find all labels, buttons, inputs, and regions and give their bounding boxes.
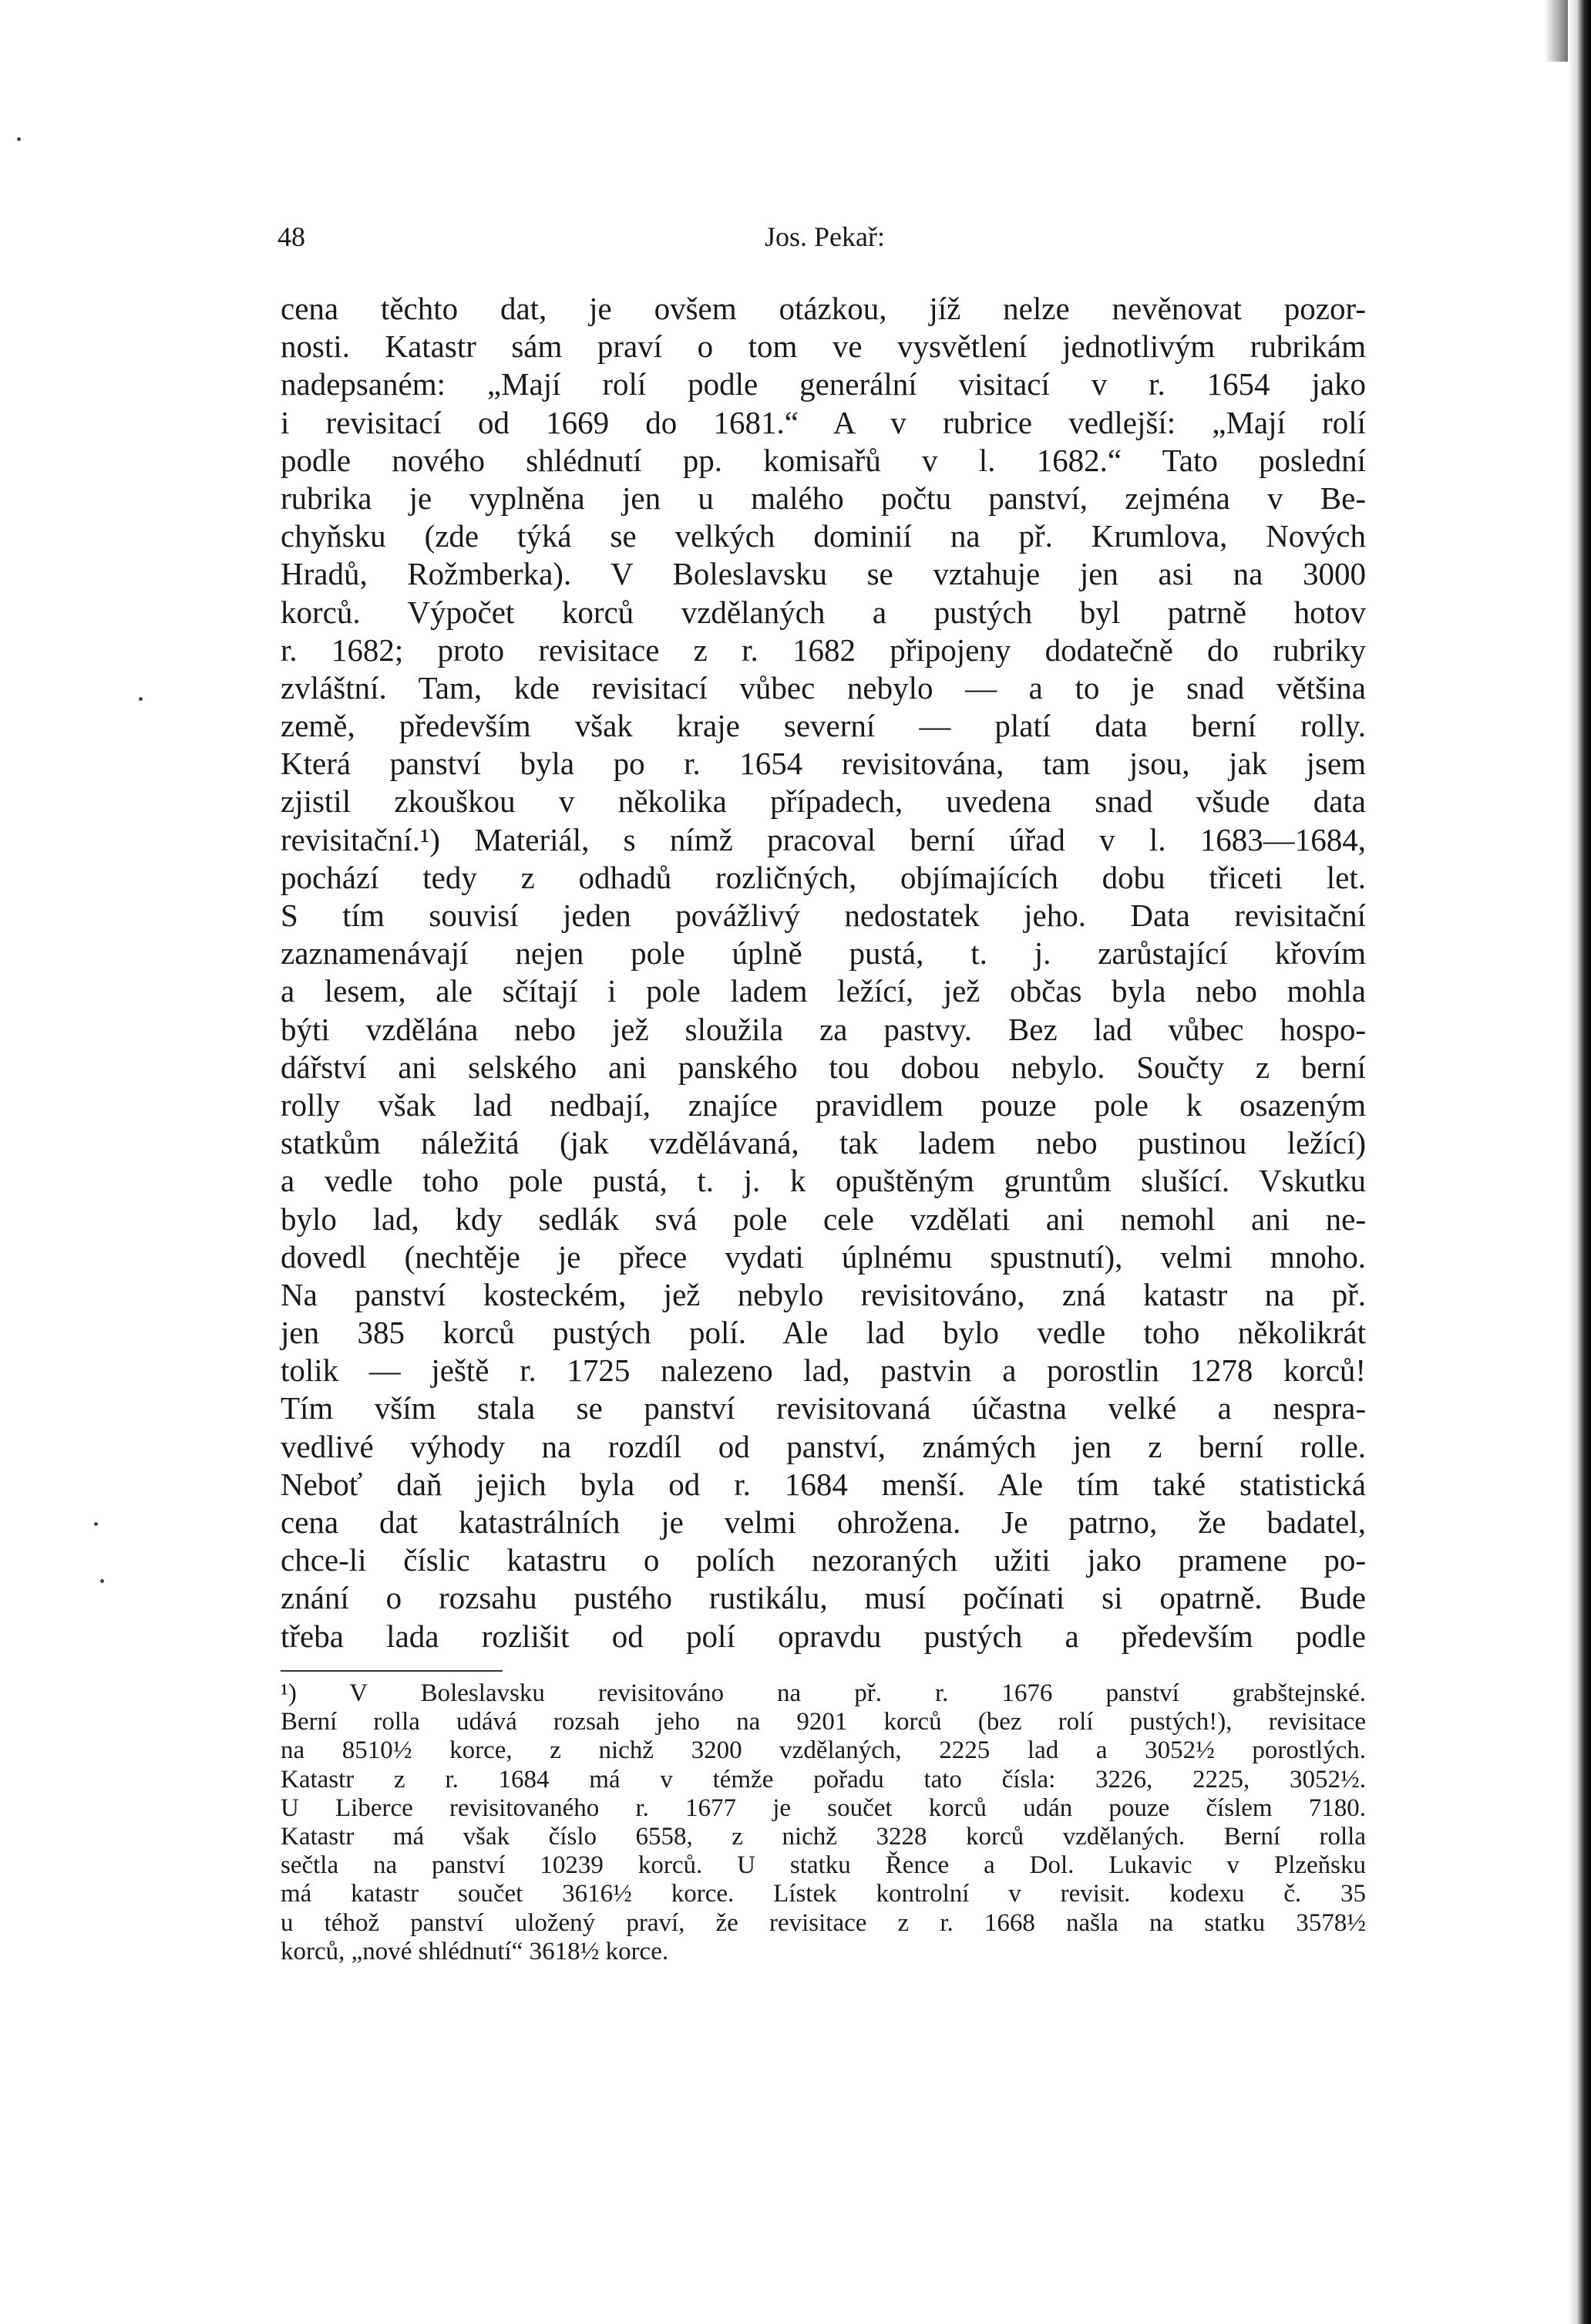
scan-speck [17, 137, 21, 141]
text-line: S tím souvisí jeden povážlivý nedostatek jeho. Data revisitační [281, 898, 1366, 933]
running-title: Jos. Pekař: [765, 221, 885, 252]
text-line: jen 385 korců pustých polí. Ale lad bylo vedle toho několikrát [281, 1315, 1366, 1351]
footnote-line: Katastr z r. 1684 má v témže pořadu tato čísla: 3226, 2225, 3052½. [281, 1765, 1366, 1794]
text-line: i revisitací od 1669 do 1681.“ A v rubrice vedlejší: „Mají rolí [281, 404, 1366, 440]
scan-edge-shadow [1568, 0, 1591, 2324]
text-line: znání o rozsahu pustého rustikálu, musí počínati si opatrně. Bude [281, 1580, 1366, 1616]
text-line: Na panství kosteckém, jež nebylo revisitováno, zná katastr na př. [281, 1276, 1366, 1312]
text-line: dářství ani selského ani panského tou dobou nebylo. Součty z berní [281, 1049, 1366, 1085]
footnote-line: U Liberce revisitovaného r. 1677 je součet korců udán pouze číslem 7180. [281, 1794, 1366, 1822]
text-line: zaznamenávají nejen pole úplně pustá, t. j. zarůstající křovím [281, 935, 1366, 972]
text-line: bylo lad, kdy sedlák svá pole cele vzdělati ani nemohl ani ne- [281, 1201, 1366, 1237]
text-line: rubrika je vyplněna jen u malého počtu panství, zejména v Be- [281, 480, 1366, 516]
page-header [278, 221, 1372, 259]
text-line: a lesem, ale sčítají i pole ladem ležící, jež občas byla nebo mohla [281, 973, 1366, 1009]
text-line: Neboť daň jejich byla od r. 1684 menší. Ale tím také statistická [281, 1466, 1366, 1502]
text-line: chyňsku (zde týká se velkých dominií na př. Krumlova, Nových [281, 518, 1366, 554]
text-line: rolly však lad nedbají, znajíce pravidlem pouze pole k osazeným [281, 1086, 1366, 1123]
text-line: vedlivé výhody na rozdíl od panství, známých jen z berní rolle. [281, 1428, 1366, 1464]
text-line: cena těchto dat, je ovšem otázkou, jíž nelze nevěnovat pozor- [281, 291, 1366, 326]
footnotes [281, 1679, 1366, 1966]
text-line: Která panství byla po r. 1654 revisitována, tam jsou, jak jsem [281, 746, 1366, 782]
text-line: třeba lada rozlišit od polí opravdu pustých a především podle [281, 1618, 1366, 1654]
text-line: býti vzdělána nebo jež sloužila za pastvy. Bez lad vůbec hospo- [281, 1011, 1366, 1047]
footnote-line: Katastr má však číslo 6558, z nichž 3228 korců vzdělaných. Berní rolla [281, 1822, 1366, 1851]
footnote-line: korců, „nové shlédnutí“ 3618½ korce. [281, 1937, 669, 1965]
text-line: statkům náležitá (jak vzdělávaná, tak ladem nebo pustinou ležící) [281, 1125, 1366, 1161]
text-line: a vedle toho pole pustá, t. j. k opuštěným gruntům slušící. Vskutku [281, 1163, 1366, 1199]
footnote-line: u téhož panství uložený praví, že revisitace z r. 1668 našla na statku 3578½ [281, 1908, 1366, 1937]
text-line: pochází tedy z odhadů rozličných, objímajících dobu třiceti let. [281, 859, 1366, 895]
text-line: cena dat katastrálních je velmi ohrožena. Je patrno, že badatel, [281, 1504, 1366, 1540]
footnote-line: na 8510½ korce, z nichž 3200 vzdělaných, 2225 lad a 3052½ porostlých. [281, 1736, 1366, 1765]
scan-speck [100, 1579, 104, 1583]
footnote-line: má katastr součet 3616½ korce. Lístek kontrolní v revisit. kodexu č. 35 [281, 1880, 1366, 1908]
scan-speck [94, 1522, 98, 1526]
text-line: dovedl (nechtěje je přece vydati úplnému spustnutí), velmi mnoho. [281, 1238, 1366, 1275]
text-line: r. 1682; proto revisitace z r. 1682 připojeny dodatečně do rubriky [281, 632, 1366, 668]
text-line: zjistil zkouškou v několika případech, uvedena snad všude data [281, 783, 1366, 820]
main-text [281, 290, 1366, 1655]
page-number: 48 [278, 221, 305, 252]
text-line: chce-li číslic katastru o polích nezoraných užiti jako pramene po- [281, 1542, 1366, 1578]
footnote-separator [281, 1670, 503, 1672]
text-line: korců. Výpočet korců vzdělaných a pustých byl patrně hotov [281, 594, 1366, 630]
text-line: revisitační.¹) Materiál, s nímž pracoval berní úřad v l. 1683—1684, [281, 821, 1366, 857]
text-line: Hradů, Rožmberka). V Boleslavsku se vztahuje jen asi na 3000 [281, 556, 1366, 592]
scan-speck [139, 697, 143, 701]
text-line: podle nového shlédnutí pp. komisařů v l. 1682.“ Tato poslední [281, 442, 1366, 478]
text-line: zvláštní. Tam, kde revisitací vůbec nebylo — a to je snad většina [281, 669, 1366, 706]
text-line: země, především však kraje severní — platí data berní rolly. [281, 708, 1366, 744]
footnote-line: Berní rolla udává rozsah jeho na 9201 korců (bez rolí pustých!), revisitace [281, 1708, 1366, 1736]
text-line: Tím vším stala se panství revisitovaná účastna velké a nespra- [281, 1390, 1366, 1426]
footnote-line: ¹) V Boleslavsku revisitováno na př. r. 1676 panství grabštejnské. [281, 1679, 1366, 1707]
text-line: tolik — ještě r. 1725 nalezeno lad, pastvin a porostlin 1278 korců! [281, 1352, 1366, 1389]
text-line: nosti. Katastr sám praví o tom ve vysvětlení jednotlivým rubrikám [281, 328, 1366, 365]
footnote-line: sečtla na panství 10239 korců. U statku Řence a Dol. Lukavic v Plzeňsku [281, 1851, 1366, 1880]
text-line: nadepsaném: „Mají rolí podle generální visitací v r. 1654 jako [281, 366, 1366, 402]
